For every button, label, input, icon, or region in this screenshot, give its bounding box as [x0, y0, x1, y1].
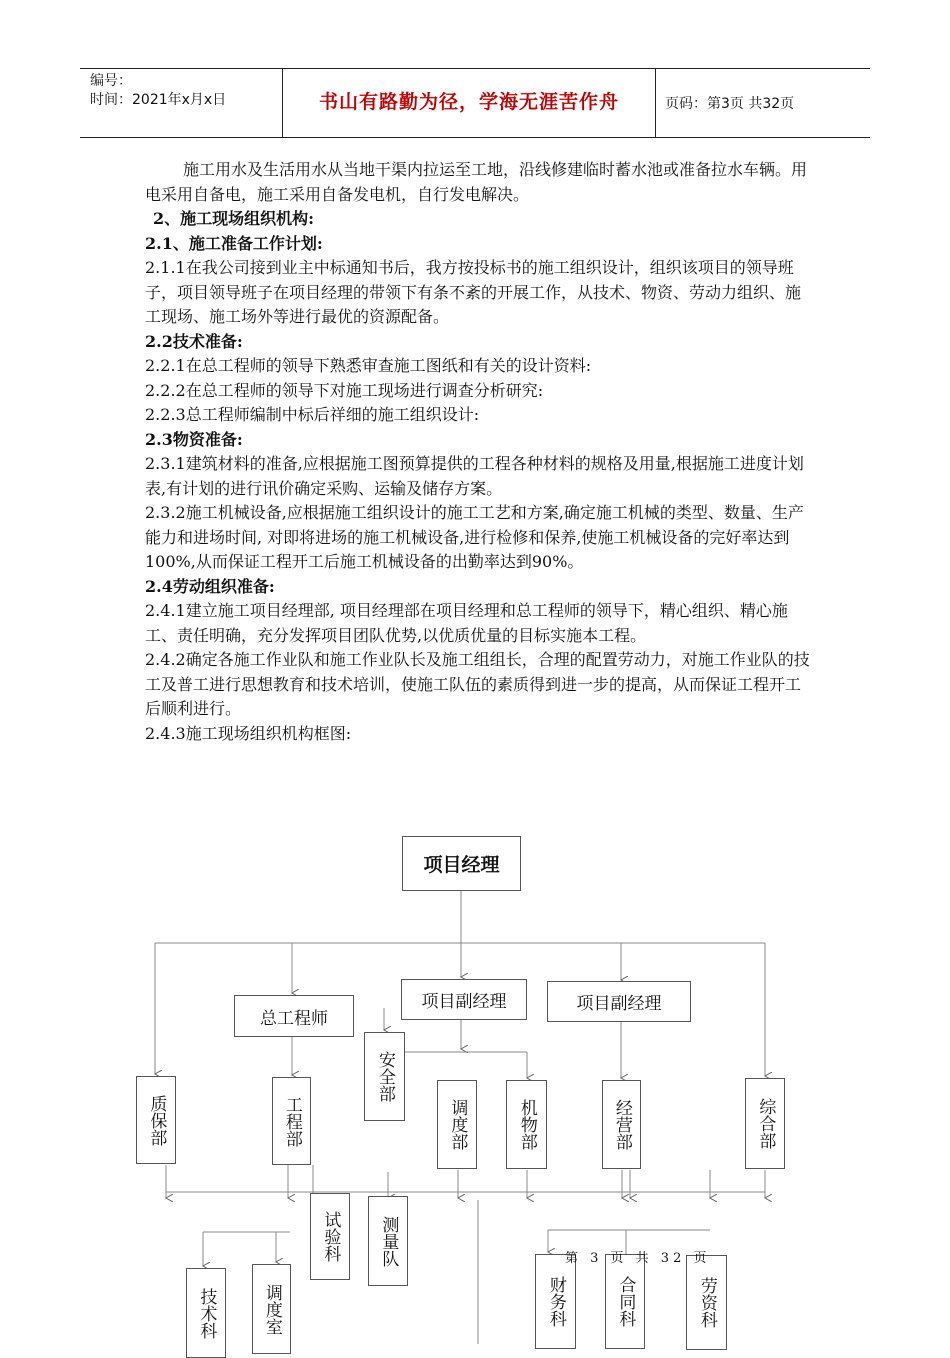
section-heading: 2、施工现场组织机构: — [153, 209, 315, 228]
org-node-quality-dept: 质保部 — [136, 1076, 176, 1164]
org-node-contract-section: 合同科 — [605, 1254, 645, 1349]
org-node-project-manager: 项目经理 — [402, 836, 521, 891]
org-node-chief-engineer: 总工程师 — [234, 995, 354, 1037]
footer-page-number: 第 3 页 共 32 页 — [565, 1251, 711, 1266]
section-heading: 2.1、施工准备工作计划: — [145, 233, 323, 253]
section-heading: 2.4劳动组织准备: — [145, 576, 275, 596]
org-node-safety-dept: 安全部 — [364, 1032, 405, 1121]
org-node-engineering-dept: 工程部 — [272, 1077, 311, 1165]
paragraph: 2.4.2确定各施工作业队和施工作业队长及施工组组长，合理的配置劳动力，对施工作业队的技工及普工进行思想教育和技术培训，使施工队伍的素质得到进一步的提高，从而保证工程开工后顺利进行。 — [145, 650, 810, 718]
org-node-deputy-manager: 项目副经理 — [547, 981, 691, 1022]
paragraph: 2.2.1在总工程师的领导下熟悉审查施工图纸和有关的设计资料: — [145, 356, 592, 375]
org-node-labor-section: 劳资科 — [686, 1255, 727, 1350]
paragraph: 2.3.1建筑材料的准备,应根据施工图预算提供的工程各种材料的规格及用量,根据施工进度计划表,有计划的进行讯价确定采购、运输及储存方案。 — [145, 454, 804, 498]
paragraph: 2.4.1建立施工项目经理部, 项目经理部在项目经理和总工程师的领导下，精心组织、精心施工、责任明确，充分发挥项目团队优势,以优质优量的目标实施本工程。 — [145, 601, 788, 645]
org-node-test-section: 试验科 — [310, 1193, 350, 1280]
paragraph: 2.1.1在我公司接到业主中标通知书后，我方按投标书的施工组织设计，组织该项目的领导班子，项目领导班子在项目经理的带领下有条不紊的开展工作，从技术、物资、劳动力组织、施工现场、施工场外等进行最优的资源配备。 — [145, 258, 802, 326]
org-node-finance-section: 财务科 — [535, 1254, 576, 1349]
org-node-survey-team: 测量队 — [368, 1196, 408, 1286]
org-node-tech-section: 技术科 — [186, 1268, 226, 1358]
org-node-machinery-dept: 机物部 — [506, 1080, 547, 1169]
paragraph: 施工用水及生活用水从当地干渠内拉运至工地，沿线修建临时蓄水池或准备拉水车辆。用电采用自备电，施工采用自备发电机，自行发电解决。 — [145, 160, 808, 204]
section-heading: 2.2技术准备: — [145, 331, 243, 351]
header-motto: 书山有路勤为径，学海无涯苦作舟 — [318, 91, 619, 113]
org-node-business-dept: 经营部 — [602, 1080, 641, 1169]
paragraph: 2.2.3总工程师编制中标后祥细的施工组织设计: — [145, 405, 480, 424]
paragraph: 2.4.3施工现场组织机构框图: — [145, 723, 352, 743]
org-node-dispatch-room: 调度室 — [252, 1264, 291, 1354]
header-page-number: 页码：第3页 共32页 — [665, 96, 795, 112]
paragraph: 2.2.2在总工程师的领导下对施工现场进行调查分析研究: — [145, 380, 544, 400]
org-node-deputy-manager: 项目副经理 — [401, 979, 527, 1020]
org-node-general-dept: 综合部 — [745, 1078, 785, 1169]
org-node-dispatch-dept: 调度部 — [437, 1080, 477, 1169]
doc-date-label: 时间：2021年x月x日 — [90, 92, 227, 108]
section-heading: 2.3物资准备: — [145, 429, 243, 449]
paragraph: 2.3.2施工机械设备,应根据施工组织设计的施工工艺和方案,确定施工机械的类型、数量、生产能力和进场时间, 对即将进场的施工机械设备,进行检修和保养,使施工机械设备的完好率达到100%,从而保证工程开工后施工机械设备的出勤率达到90%。 — [145, 503, 804, 571]
doc-number-label: 编号： — [90, 73, 132, 89]
